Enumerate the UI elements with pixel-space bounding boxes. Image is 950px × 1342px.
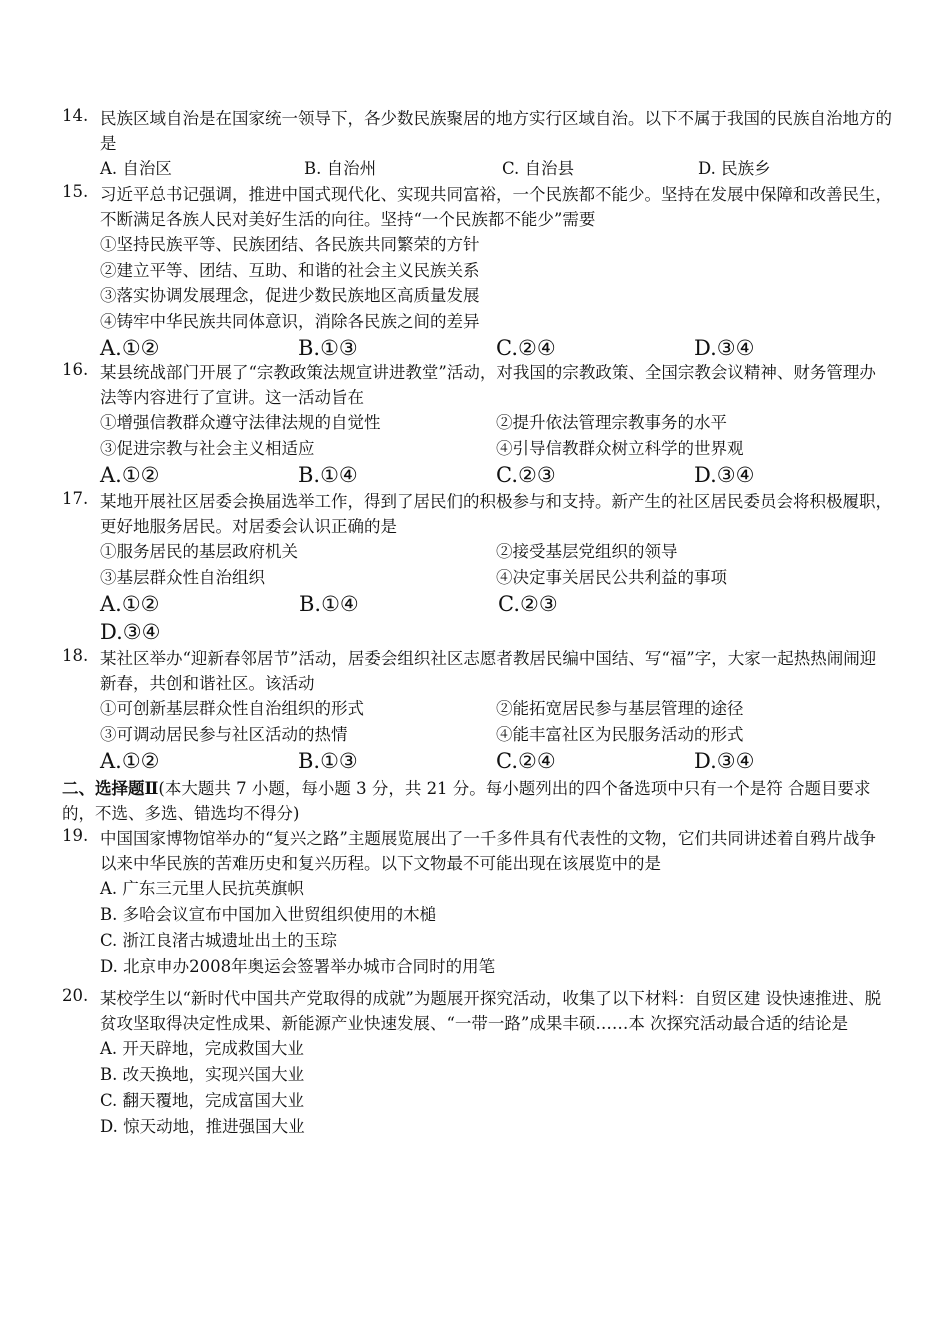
question-14 (62, 106, 892, 181)
section-header (62, 776, 892, 826)
question-stem: 某社区举办“迎新春邻居节”活动，居委会组织社区志愿者教居民编中国结、写“福”字，大家一起热热闹闹迎新春，共创和谐社区。该活动 (100, 649, 877, 693)
option-c: C. 自治县 (502, 159, 575, 178)
statement-2: ②能拓宽居民参与基层管理的途径 (496, 699, 744, 718)
statement-2: ②建立平等、团结、互助、和谐的社会主义民族关系 (100, 260, 480, 280)
statement-1: ①可创新基层群众性自治组织的形式 (100, 699, 364, 718)
statement-1: ①增强信教群众遵守法律法规的自觉性 (100, 413, 381, 432)
statement-4: ④引导信教群众树立科学的世界观 (496, 438, 744, 458)
options (100, 334, 892, 362)
option-b: B. 多哈会议宣布中国加入世贸组织使用的木槌 (100, 905, 437, 924)
question-19 (62, 826, 892, 980)
question-stem: 习近平总书记强调，推进中国式现代化、实现共同富裕，一个民族都不能少。坚持在发展中保障和改善民生，不断满足各族人民对美好生活的向往。坚持“一个民族都不能少”需要 (100, 185, 892, 229)
statement-1: ①坚持民族平等、民族团结、各民族共同繁荣的方针 (100, 235, 480, 254)
statement-3: ③基层群众性自治组织 (100, 567, 265, 587)
option-c: C.②③ (496, 463, 556, 487)
option-b: B.①③ (298, 336, 358, 360)
statement-4: ④铸牢中华民族共同体意识，消除各民族之间的差异 (100, 311, 480, 331)
option-a: A. 广东三元里人民抗英旗帜 (100, 879, 304, 898)
question-stem: 民族区域自治是在国家统一领导下，各少数民族聚居的地方实行区域自治。以下不属于我国的民族自治地方的是 (100, 109, 892, 153)
option-b: B.①④ (298, 463, 358, 487)
option-a: A. 自治区 (100, 159, 172, 178)
question-number: 16. (62, 360, 89, 379)
option-c: C.②④ (496, 749, 556, 773)
options (100, 747, 892, 775)
statement-4: ④决定事关居民公共利益的事项 (496, 567, 727, 587)
statement-row (100, 410, 892, 436)
statement-3: ③落实协调发展理念，促进少数民族地区高质量发展 (100, 286, 480, 305)
option-d: D.③④ (100, 620, 161, 644)
statement-row (100, 722, 892, 748)
question-stem: 某县统战部门开展了“宗教政策法规宣讲进教堂”活动，对我国的宗教政策、全国宗教会议精神、财务管理办法等内容进行了宣讲。这一活动旨在 (100, 363, 876, 407)
question-number: 18. (62, 646, 89, 665)
question-number: 19. (62, 826, 89, 845)
statement-3: ③可调动居民参与社区活动的热情 (100, 724, 348, 744)
option-b: B. 自治州 (304, 159, 377, 178)
question-number: 17. (62, 489, 89, 508)
statement-row (100, 565, 892, 591)
option-a: A.①② (100, 592, 160, 616)
options-overflow (100, 618, 892, 646)
option-c: C.②④ (496, 336, 556, 360)
option-d: D.③④ (694, 336, 755, 360)
question-number: 14. (62, 106, 89, 125)
options (100, 461, 892, 489)
option-c: C.②③ (498, 592, 558, 616)
section-description: (本大题共 7 小题，每小题 3 分，共 21 分。每小题列出的四个备选项中只有一个是符 合题目要求的，不选、多选、错选均不得分) (62, 779, 871, 823)
option-a: A.①② (100, 749, 160, 773)
statement-row (100, 696, 892, 722)
question-20 (62, 986, 892, 1140)
statement-4: ④能丰富社区为民服务活动的形式 (496, 724, 744, 744)
question-18 (62, 646, 892, 775)
option-b: B.①④ (299, 592, 359, 616)
statement-2: ②提升依法管理宗教事务的水平 (496, 413, 727, 432)
question-17 (62, 489, 892, 646)
question-stem: 某地开展社区居委会换届选举工作，得到了居民们的积极参与和支持。新产生的社区居民委员会将积极履职，更好地服务居民。对居委会认识正确的是 (100, 492, 892, 536)
question-16 (62, 360, 892, 489)
option-b: B. 改天换地，实现兴国大业 (100, 1065, 305, 1084)
option-a: A.①② (100, 463, 160, 487)
option-d: D.③④ (694, 463, 755, 487)
option-a: A. 开天辟地，完成救国大业 (100, 1039, 304, 1058)
question-number: 15. (62, 182, 89, 201)
section-title: 二、选择题Ⅱ (62, 779, 159, 798)
option-d: D. 惊天动地，推进强国大业 (100, 1117, 305, 1136)
statement-3: ③促进宗教与社会主义相适应 (100, 438, 315, 458)
question-15 (62, 182, 892, 362)
option-c: C. 翻天覆地，完成富国大业 (100, 1091, 305, 1110)
options (100, 156, 892, 181)
statement-1: ①服务居民的基层政府机关 (100, 542, 298, 561)
statement-2: ②接受基层党组织的领导 (496, 542, 678, 561)
option-c: C. 浙江良渚古城遗址出土的玉琮 (100, 931, 338, 950)
option-d: D. 北京申办2008年奥运会签署举办城市合同时的用笔 (100, 957, 496, 976)
question-number: 20. (62, 986, 89, 1005)
statement-row (100, 436, 892, 462)
question-stem: 某校学生以“新时代中国共产党取得的成就”为题展开探究活动，收集了以下材料：自贸区建 设快速推进、脱贫攻坚取得决定性成果、新能源产业快速发展、“一带一路”成果丰硕……本 次探究活动最合适的结论是 (100, 989, 882, 1033)
statement-row (100, 539, 892, 565)
option-d: D.③④ (694, 749, 755, 773)
option-a: A.①② (100, 336, 160, 360)
question-stem: 中国国家博物馆举办的“复兴之路”主题展览展出了一千多件具有代表性的文物，它们共同讲述着自鸦片战争以来中华民族的苦难历史和复兴历程。以下文物最不可能出现在该展览中的是 (100, 829, 876, 873)
options (100, 590, 892, 618)
option-d: D. 民族乡 (698, 159, 771, 178)
option-b: B.①③ (298, 749, 358, 773)
